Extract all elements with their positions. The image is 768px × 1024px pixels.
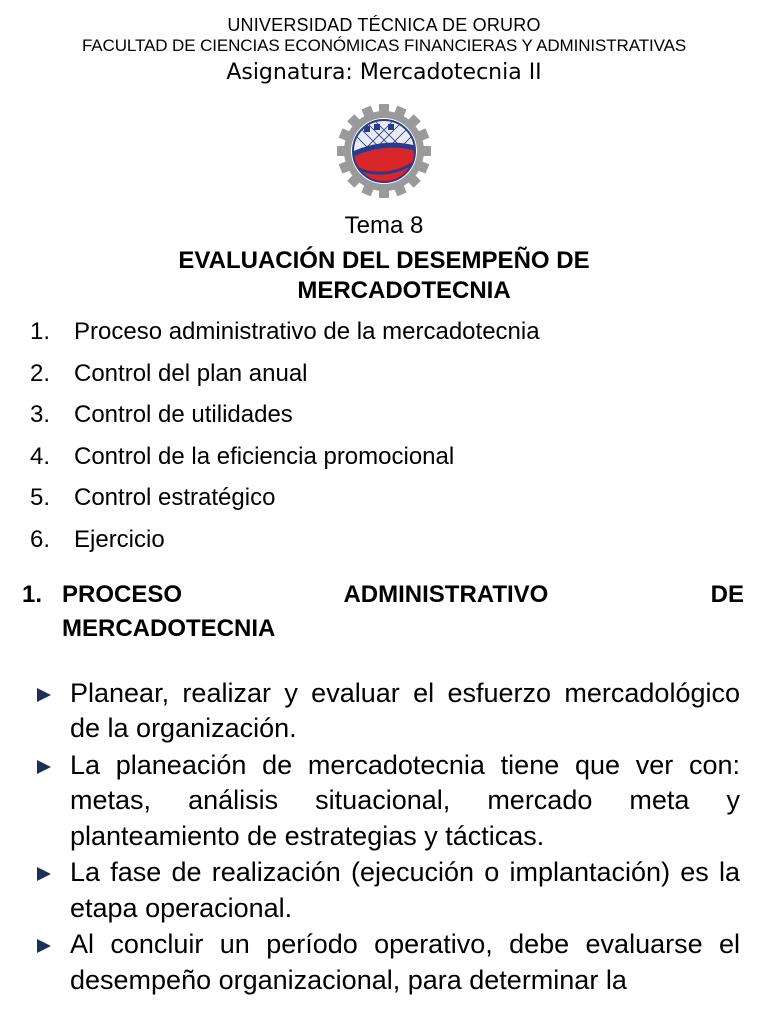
- bullet-text: La fase de realización (ejecución o implantación) es la etapa operacional.: [70, 857, 740, 923]
- toc-item-number: 5.: [30, 484, 51, 512]
- toc-item-number: 6.: [30, 525, 51, 553]
- toc-item: [30, 318, 768, 360]
- toc-item: [30, 484, 768, 526]
- bullet-arrow-icon: [36, 866, 52, 882]
- topic-label: Tema 8: [344, 212, 424, 239]
- toc-item-number: 3.: [30, 401, 51, 429]
- section-title: [62, 578, 744, 646]
- bullet-arrow-icon: [36, 687, 52, 703]
- toc-item: [30, 526, 768, 568]
- bullet-list: [36, 676, 740, 999]
- toc-item-number: 4.: [30, 442, 51, 470]
- section-heading: [22, 578, 744, 646]
- toc-item-text: Control de la eficiencia promocional: [74, 442, 455, 470]
- bullet-text: La planeación de mercadotecnia tiene que ver con: metas, análisis situacional, mercado meta y planteamiento de estrategias y tácticas.: [70, 749, 740, 851]
- bullet-item: [36, 855, 740, 926]
- toc-item-number: 1.: [30, 318, 51, 345]
- bullet-text: Al concluir un período operativo, debe evaluarse el desempeño organizacional, para determinar la: [70, 929, 740, 995]
- bullet-text: Planear, realizar y evaluar el esfuerzo mercadológico de la organización.: [70, 677, 740, 744]
- toc-item-number: 2.: [30, 359, 51, 387]
- section-number: 1.: [22, 580, 43, 608]
- faculty-name: FACULTAD DE CIENCIAS ECONÓMICAS FINANCIERAS Y ADMINISTRATIVAS: [81, 36, 687, 55]
- header: [0, 0, 768, 88]
- logo-container: [0, 102, 768, 200]
- bullet-arrow-icon: [36, 938, 52, 954]
- toc-item: [30, 443, 768, 485]
- toc-item-text: Ejercicio: [74, 525, 165, 553]
- bullet-item: [36, 927, 740, 998]
- toc-item-text: Control de utilidades: [74, 401, 293, 429]
- subject-name: Asignatura: Mercadotecnia II: [226, 60, 542, 85]
- university-name: UNIVERSIDAD TÉCNICA DE ORURO: [227, 15, 541, 35]
- university-seal-logo: [334, 102, 434, 200]
- section-title-line2: MERCADOTECNIA: [62, 614, 276, 642]
- bullet-arrow-icon: [36, 759, 52, 775]
- toc-item-text: Control del plan anual: [74, 359, 308, 387]
- bullet-item: [36, 676, 740, 747]
- topic-title: [0, 246, 768, 306]
- table-of-contents: [0, 318, 768, 568]
- toc-item-text: Proceso administrativo de la mercadotecnia: [74, 318, 540, 345]
- topic-title-line1: EVALUACIÓN DEL DESEMPEÑO DE: [178, 247, 590, 274]
- toc-item-text: Control estratégico: [74, 484, 276, 512]
- bullet-item: [36, 748, 740, 855]
- toc-item: [30, 360, 768, 402]
- section-title-line1: PROCESO ADMINISTRATIVO DE: [62, 580, 744, 608]
- topic-title-line2: MERCADOTECNIA: [297, 277, 511, 304]
- toc-item: [30, 401, 768, 443]
